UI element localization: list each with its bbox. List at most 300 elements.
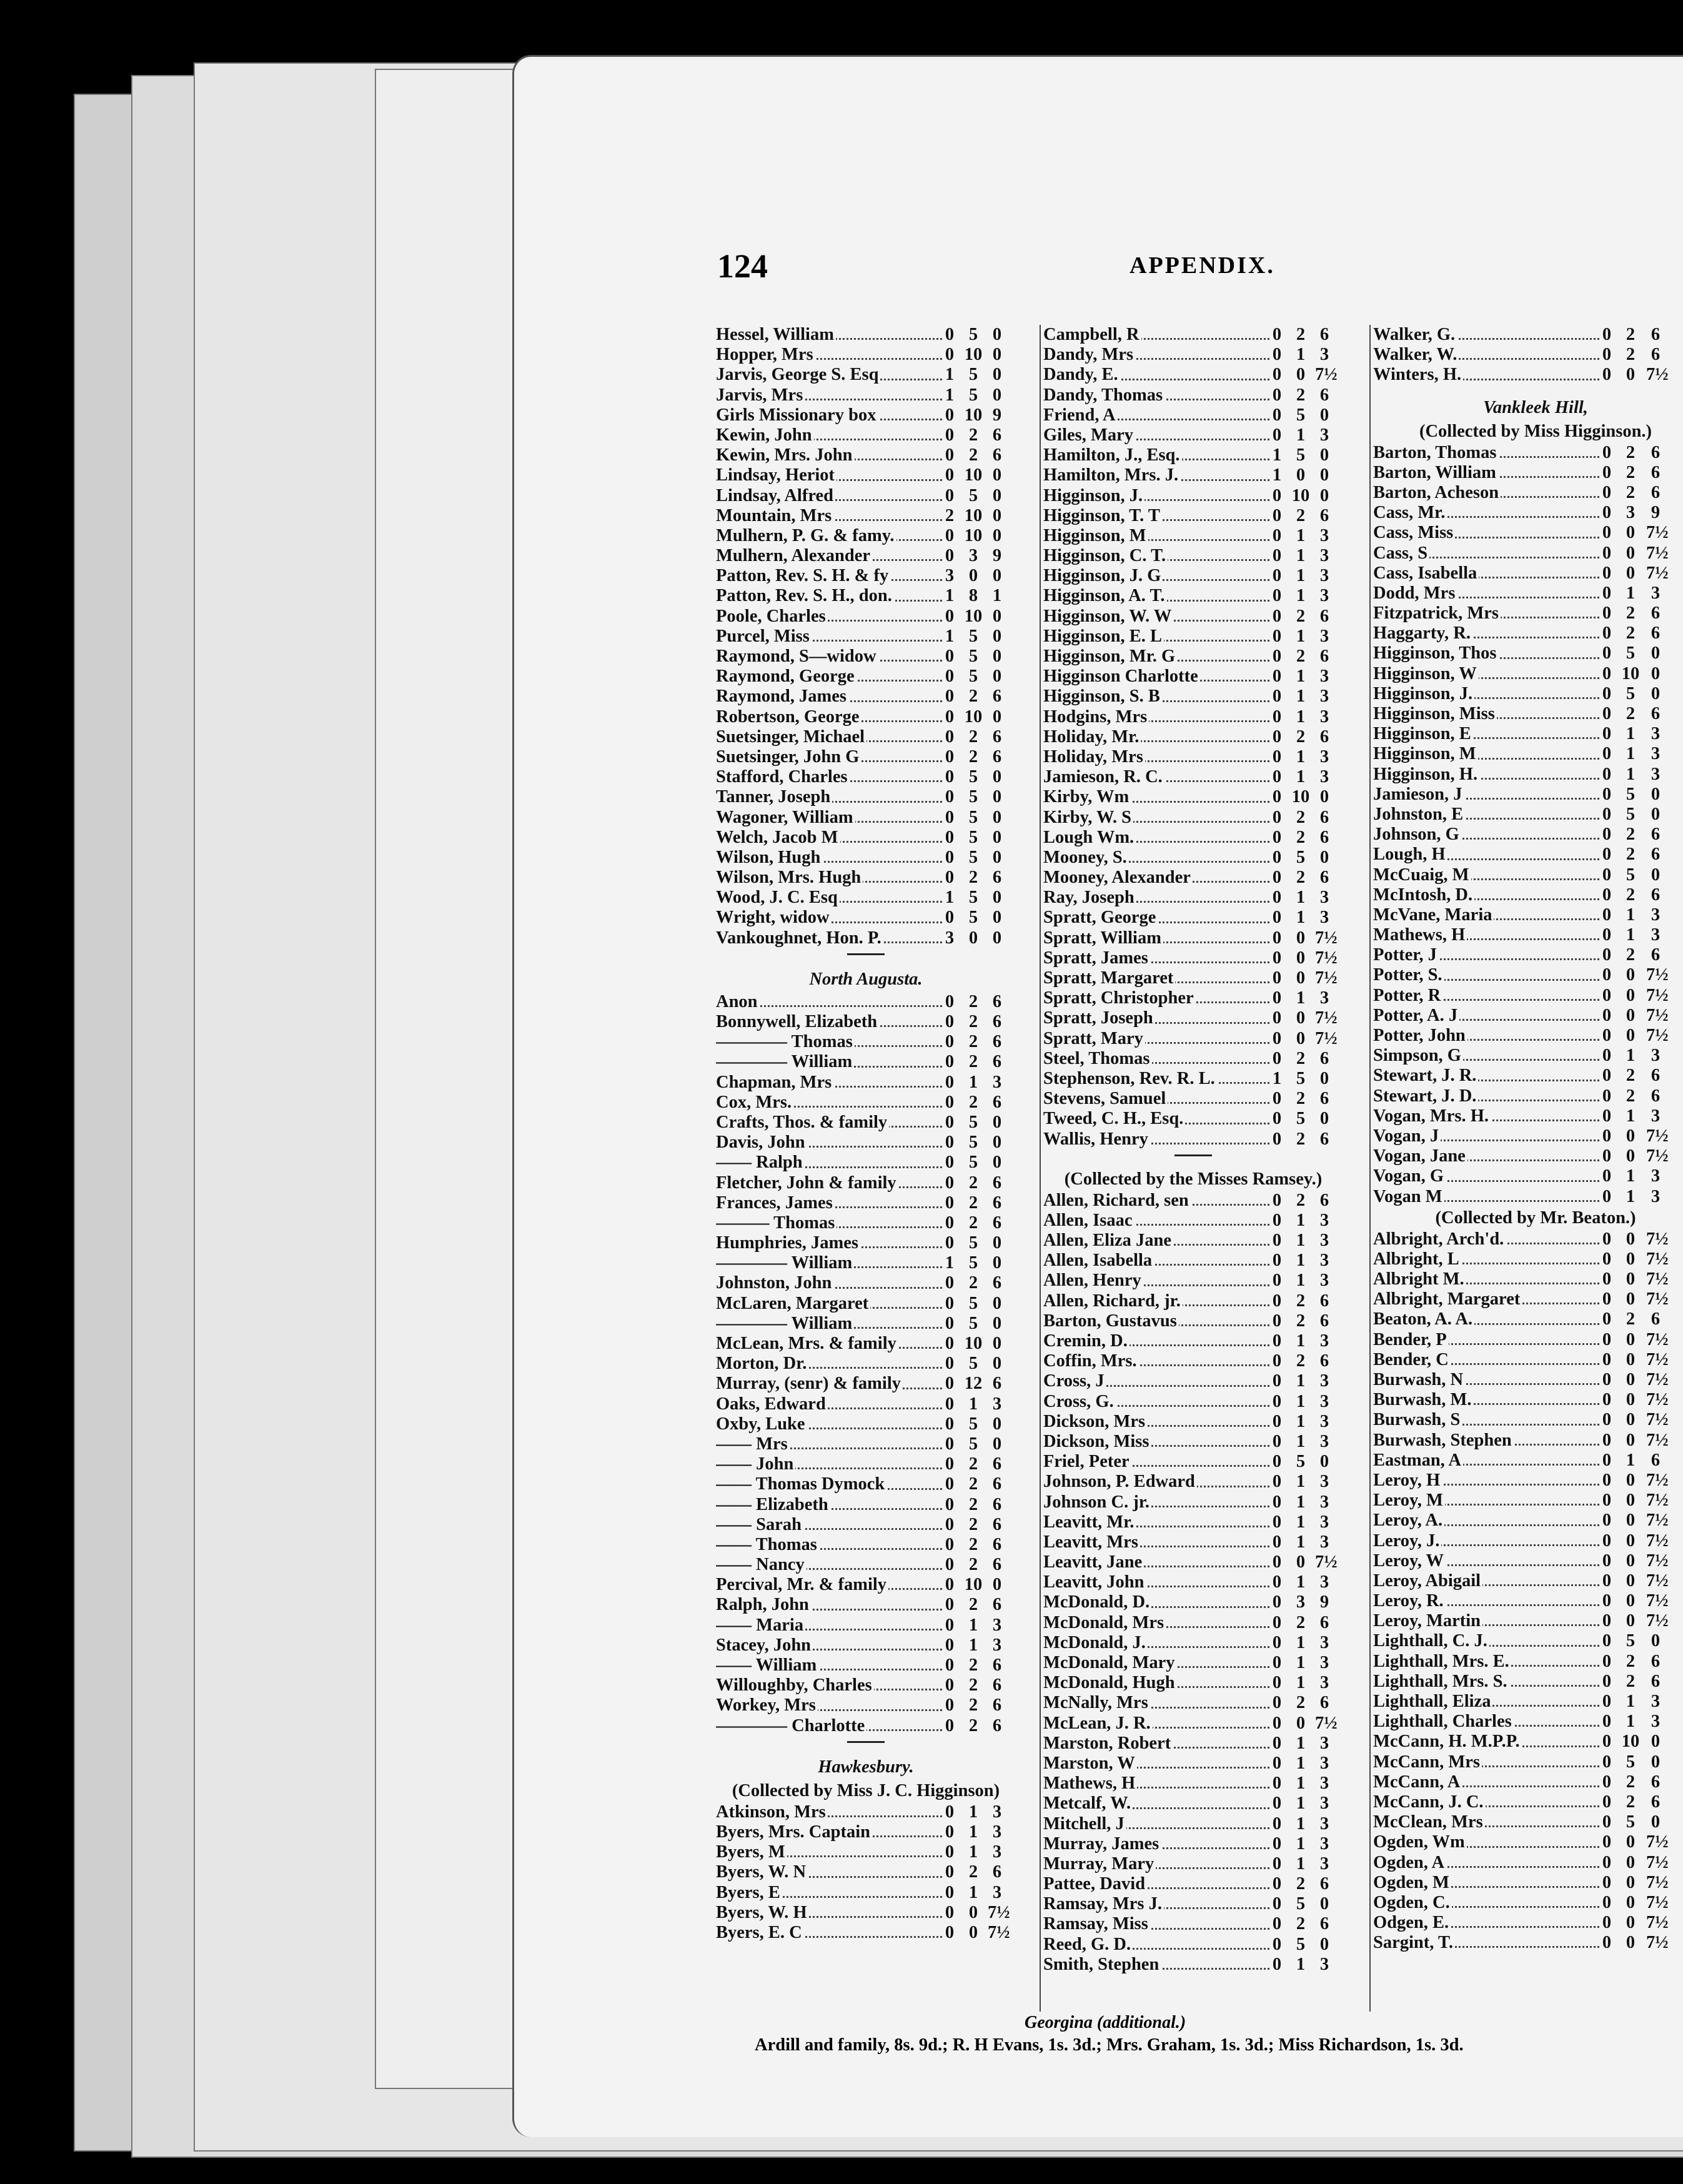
pence-value: 6 bbox=[1651, 603, 1661, 623]
pounds-value: 0 bbox=[1602, 365, 1612, 385]
subscriber-name: Dickson, Miss bbox=[1043, 1432, 1269, 1452]
pounds-value: 0 bbox=[1602, 724, 1612, 744]
pence-value: 6 bbox=[992, 747, 1002, 767]
subscriber-row bbox=[1373, 463, 1683, 483]
pounds-value: 0 bbox=[1272, 1693, 1282, 1713]
subscriber-row bbox=[1043, 607, 1343, 627]
pounds-value: 0 bbox=[945, 827, 955, 847]
pounds-value: 0 bbox=[1602, 925, 1612, 945]
shillings-value: 5 bbox=[968, 1354, 978, 1374]
shillings-value: 5 bbox=[1626, 643, 1636, 663]
pounds-value: 0 bbox=[1602, 744, 1612, 764]
pounds-value: 0 bbox=[1272, 1874, 1282, 1894]
pence-value: 6 bbox=[1651, 1792, 1661, 1812]
pence-value: 3 bbox=[1319, 1210, 1329, 1230]
subscriber-row bbox=[1043, 385, 1343, 405]
pounds-value: 0 bbox=[1272, 1492, 1282, 1512]
pounds-value: 1 bbox=[945, 365, 955, 385]
subscriber-row bbox=[1043, 445, 1343, 465]
shillings-value: 5 bbox=[968, 1434, 978, 1454]
shillings-value: 10 bbox=[1621, 663, 1640, 683]
subscriber-row bbox=[1373, 1249, 1683, 1269]
divider-rule bbox=[847, 953, 885, 955]
subscriber-row bbox=[716, 1575, 1016, 1595]
subscriber-row bbox=[716, 992, 1016, 1012]
pounds-value: 0 bbox=[1602, 1692, 1612, 1711]
subscriber-row bbox=[1373, 1732, 1683, 1752]
pence-value: 3 bbox=[1319, 1331, 1329, 1351]
shillings-value: 0 bbox=[1626, 1126, 1636, 1146]
shillings-value: 1 bbox=[1296, 988, 1306, 1008]
pence-value: 7½ bbox=[1646, 1511, 1669, 1531]
pounds-value: 0 bbox=[1272, 566, 1282, 586]
pounds-value: 0 bbox=[1272, 647, 1282, 666]
shillings-value: 1 bbox=[1296, 667, 1306, 687]
subscription-column-2 bbox=[1043, 325, 1343, 1975]
subscriber-name: Mathews, H bbox=[1373, 925, 1599, 945]
subscriber-name: Stevens, Samuel bbox=[1043, 1089, 1269, 1109]
subscriber-row bbox=[1043, 1472, 1343, 1492]
pence-value: 7½ bbox=[1646, 1370, 1669, 1389]
subscriber-name: Lighthall, Mrs. S. bbox=[1373, 1672, 1599, 1692]
shillings-value: 2 bbox=[1296, 1874, 1306, 1894]
shillings-value: 2 bbox=[1626, 325, 1636, 344]
pounds-value: 0 bbox=[1602, 1309, 1612, 1329]
subscriber-row bbox=[1043, 848, 1343, 868]
subscriber-name: Wagoner, William bbox=[716, 808, 942, 828]
pence-value: 7½ bbox=[1646, 1470, 1669, 1490]
subscriber-name: McLean, Mrs. & family bbox=[716, 1334, 942, 1354]
shillings-value: 5 bbox=[968, 1414, 978, 1434]
pence-value: 0 bbox=[992, 928, 1002, 948]
pounds-value: 0 bbox=[1602, 1269, 1612, 1289]
subscriber-name: Potter, J bbox=[1373, 945, 1599, 965]
shillings-value: 2 bbox=[968, 1012, 978, 1031]
shillings-value: 10 bbox=[1621, 1732, 1640, 1752]
subscriber-name: Johnson, P. Edward bbox=[1043, 1472, 1269, 1492]
shillings-value: 5 bbox=[968, 485, 978, 505]
pounds-value: 0 bbox=[1272, 928, 1282, 948]
shillings-value: 2 bbox=[1296, 1190, 1306, 1210]
pounds-value: 0 bbox=[1272, 1048, 1282, 1068]
subscriber-row bbox=[1373, 684, 1683, 704]
pounds-value: 0 bbox=[945, 1902, 955, 1922]
shillings-value: 3 bbox=[1296, 1592, 1306, 1612]
subscriber-name: Potter, S. bbox=[1373, 965, 1599, 985]
pounds-value: 0 bbox=[1602, 1531, 1612, 1551]
shillings-value: 0 bbox=[1296, 1028, 1306, 1048]
subscriber-name: Frances, James bbox=[716, 1193, 942, 1213]
pence-value: 3 bbox=[1319, 1391, 1329, 1411]
subscriber-row bbox=[1373, 1229, 1683, 1249]
pence-value: 6 bbox=[992, 1052, 1002, 1072]
pounds-value: 0 bbox=[1272, 1311, 1282, 1331]
subscriber-row bbox=[716, 526, 1016, 546]
pence-value: 7½ bbox=[1646, 1329, 1669, 1349]
subscriber-name: McDonald, J. bbox=[1043, 1633, 1269, 1653]
pounds-value: 0 bbox=[1272, 1713, 1282, 1733]
pence-value: 7½ bbox=[1646, 1892, 1669, 1912]
subscriber-row bbox=[1373, 805, 1683, 825]
shillings-value: 2 bbox=[968, 445, 978, 465]
subscriber-row bbox=[716, 1434, 1016, 1454]
shillings-value: 2 bbox=[1626, 1651, 1636, 1671]
subscriber-name: Dandy, Mrs bbox=[1043, 345, 1269, 365]
shillings-value: 5 bbox=[968, 1233, 978, 1253]
shillings-value: 5 bbox=[1296, 1068, 1306, 1088]
subscriber-row bbox=[1373, 483, 1683, 503]
section-divider bbox=[716, 1741, 1016, 1755]
subscriber-name: Leroy, J. bbox=[1373, 1531, 1599, 1551]
shillings-value: 2 bbox=[968, 868, 978, 888]
subscriber-name: Sargint, T. bbox=[1373, 1933, 1599, 1953]
subscriber-name: Byers, W. N bbox=[716, 1862, 942, 1882]
pence-value: 6 bbox=[1319, 1048, 1329, 1068]
pence-value: 6 bbox=[992, 1514, 1002, 1534]
pence-value: 0 bbox=[992, 1313, 1002, 1333]
pence-value: 0 bbox=[1651, 1732, 1661, 1752]
shillings-value: 1 bbox=[1296, 586, 1306, 606]
subscriber-name: Leroy, M bbox=[1373, 1491, 1599, 1511]
pence-value: 7½ bbox=[1646, 1349, 1669, 1369]
pence-value: 3 bbox=[1319, 1411, 1329, 1431]
subscriber-row bbox=[1373, 1692, 1683, 1712]
subscriber-row bbox=[716, 566, 1016, 586]
pence-value: 6 bbox=[1319, 1291, 1329, 1311]
pounds-value: 0 bbox=[1272, 325, 1282, 344]
pence-value: 6 bbox=[1651, 945, 1661, 965]
pounds-value: 0 bbox=[1272, 707, 1282, 727]
pence-value: 3 bbox=[1319, 1774, 1329, 1794]
shillings-value: 2 bbox=[1296, 868, 1306, 888]
subscriber-name: Haggarty, R. bbox=[1373, 623, 1599, 643]
pounds-value: 1 bbox=[945, 385, 955, 405]
pounds-value: 0 bbox=[1272, 667, 1282, 687]
subscriber-row bbox=[716, 385, 1016, 405]
shillings-value: 1 bbox=[1296, 908, 1306, 928]
subscriber-row bbox=[1373, 643, 1683, 663]
pence-value: 7½ bbox=[988, 1902, 1010, 1922]
shillings-value: 2 bbox=[968, 1052, 978, 1072]
subscriber-name: Leavitt, Jane bbox=[1043, 1552, 1269, 1572]
shillings-value: 2 bbox=[968, 1494, 978, 1514]
pounds-value: 0 bbox=[1272, 1794, 1282, 1814]
pounds-value: 0 bbox=[945, 868, 955, 888]
subscriber-name: Ramsay, Mrs J. bbox=[1043, 1894, 1269, 1914]
shillings-value: 2 bbox=[1626, 704, 1636, 723]
subscriber-row bbox=[1043, 1653, 1343, 1673]
subscriber-row bbox=[716, 1113, 1016, 1133]
subscriber-name: Johnson C. jr. bbox=[1043, 1492, 1269, 1512]
subscriber-row bbox=[1373, 765, 1683, 785]
subscriber-row bbox=[1043, 425, 1343, 445]
subscriber-row bbox=[716, 848, 1016, 868]
shillings-value: 2 bbox=[1296, 827, 1306, 847]
subscriber-row bbox=[1373, 1712, 1683, 1732]
pounds-value: 0 bbox=[945, 1193, 955, 1213]
subscriber-name: Burwash, S bbox=[1373, 1410, 1599, 1430]
pounds-value: 0 bbox=[945, 1655, 955, 1675]
subscriber-row bbox=[1043, 1069, 1343, 1089]
shillings-value: 0 bbox=[1626, 1892, 1636, 1912]
shillings-value: 1 bbox=[1296, 1673, 1306, 1693]
shillings-value: 10 bbox=[964, 606, 983, 626]
subscriber-name: Vogan, G bbox=[1373, 1166, 1599, 1186]
pounds-value: 0 bbox=[1272, 1552, 1282, 1572]
pence-value: 7½ bbox=[1646, 1591, 1669, 1611]
pounds-value: 0 bbox=[945, 1032, 955, 1052]
shillings-value: 3 bbox=[1626, 503, 1636, 523]
pounds-value: 0 bbox=[1272, 888, 1282, 908]
subscriber-name: Allen, Richard, jr. bbox=[1043, 1291, 1269, 1311]
pence-value: 6 bbox=[1651, 1309, 1661, 1329]
shillings-value: 5 bbox=[968, 1133, 978, 1153]
pounds-value: 0 bbox=[1602, 804, 1612, 824]
pounds-value: 0 bbox=[1272, 988, 1282, 1008]
subscriber-row bbox=[1043, 948, 1343, 968]
subscriber-row bbox=[1373, 1792, 1683, 1812]
shillings-value: 2 bbox=[1626, 1066, 1636, 1086]
pounds-value: 0 bbox=[1272, 827, 1282, 847]
pence-value: 0 bbox=[1651, 643, 1661, 663]
shillings-value: 0 bbox=[1626, 1026, 1636, 1045]
pounds-value: 0 bbox=[1602, 1289, 1612, 1309]
pounds-value: 0 bbox=[1602, 523, 1612, 543]
subscriber-row bbox=[716, 1802, 1016, 1822]
subscriber-row bbox=[1373, 1390, 1683, 1410]
pence-value: 7½ bbox=[1315, 1713, 1338, 1733]
column-divider bbox=[1369, 325, 1371, 2012]
pence-value: 6 bbox=[992, 425, 1002, 445]
shillings-value: 1 bbox=[1296, 1632, 1306, 1652]
shillings-value: 5 bbox=[968, 787, 978, 807]
pounds-value: 0 bbox=[1272, 1954, 1282, 1974]
shillings-value: 5 bbox=[968, 1112, 978, 1132]
subscriber-name: Potter, R bbox=[1373, 986, 1599, 1006]
pence-value: 3 bbox=[1319, 1854, 1329, 1874]
shillings-value: 1 bbox=[1296, 525, 1306, 545]
shillings-value: 1 bbox=[1296, 1733, 1306, 1753]
subscriber-row bbox=[1373, 1471, 1683, 1491]
pounds-value: 1 bbox=[1272, 465, 1282, 485]
subscriber-name: Hopper, Mrs bbox=[716, 345, 942, 365]
pence-value: 6 bbox=[1651, 845, 1661, 865]
subscriber-name: McIntosh, D. bbox=[1373, 885, 1599, 905]
subscriber-name: Allen, Henry bbox=[1043, 1271, 1269, 1291]
subscriber-name: Higginson, C. T. bbox=[1043, 546, 1269, 566]
pounds-value: 0 bbox=[1272, 1854, 1282, 1874]
pounds-value: 0 bbox=[945, 445, 955, 465]
subscriber-row bbox=[716, 828, 1016, 848]
shillings-value: 2 bbox=[968, 1213, 978, 1233]
subscriber-row bbox=[1043, 687, 1343, 707]
collector-note: (Collected by Miss Higginson.) bbox=[1419, 421, 1652, 441]
pounds-value: 0 bbox=[945, 1112, 955, 1132]
shillings-value: 10 bbox=[964, 405, 983, 425]
shillings-value: 2 bbox=[968, 1715, 978, 1735]
shillings-value: 2 bbox=[1626, 1772, 1636, 1792]
subscriber-name: Walker, G. bbox=[1373, 325, 1599, 345]
shillings-value: 10 bbox=[1291, 485, 1310, 505]
shillings-value: 0 bbox=[1626, 1470, 1636, 1490]
pounds-value: 0 bbox=[1272, 948, 1282, 968]
subscriber-row bbox=[1043, 465, 1343, 485]
page-header bbox=[717, 247, 1683, 290]
subscriber-name: Leroy, R. bbox=[1373, 1591, 1599, 1611]
shillings-value: 0 bbox=[1296, 968, 1306, 988]
shillings-value: 1 bbox=[1296, 1472, 1306, 1492]
subscriber-name: Stafford, Charles bbox=[716, 767, 942, 787]
pence-value: 6 bbox=[992, 1555, 1002, 1575]
pence-value: 0 bbox=[1651, 1631, 1661, 1651]
subscriber-row bbox=[1043, 1089, 1343, 1109]
subscriber-name: Robertson, George bbox=[716, 707, 942, 727]
subscriber-name: Mooney, S. bbox=[1043, 848, 1269, 868]
shillings-value: 5 bbox=[1626, 784, 1636, 804]
subscriber-row bbox=[1043, 968, 1343, 988]
collector-note: (Collected by Mr. Beaton.) bbox=[1435, 1208, 1636, 1228]
subscriber-name: Burwash, N bbox=[1373, 1370, 1599, 1390]
subscriber-row bbox=[1373, 925, 1683, 945]
subscriber-name: Stewart, J. R. bbox=[1373, 1066, 1599, 1086]
pounds-value: 0 bbox=[1602, 1913, 1612, 1933]
subscriber-name: Bonnywell, Elizabeth bbox=[716, 1012, 942, 1032]
subscriber-row bbox=[1373, 1309, 1683, 1329]
shillings-value: 10 bbox=[1291, 787, 1310, 807]
subscriber-name: Vogan M bbox=[1373, 1187, 1599, 1207]
pence-value: 7½ bbox=[1646, 1430, 1669, 1450]
subscriber-row bbox=[1043, 526, 1343, 546]
pence-value: 6 bbox=[992, 1374, 1002, 1394]
subscriber-name: —— Thomas bbox=[716, 1535, 942, 1555]
pounds-value: 0 bbox=[945, 908, 955, 928]
pounds-value: 0 bbox=[945, 1822, 955, 1842]
pounds-value: 0 bbox=[945, 425, 955, 445]
pounds-value: 0 bbox=[1602, 563, 1612, 583]
pounds-value: 0 bbox=[1272, 1452, 1282, 1472]
subscriber-row bbox=[1373, 1853, 1683, 1873]
subscriber-row bbox=[1373, 1431, 1683, 1451]
pounds-value: 0 bbox=[945, 1173, 955, 1193]
subscriber-name: Humphries, James bbox=[716, 1233, 942, 1253]
shillings-value: 1 bbox=[1626, 1712, 1636, 1732]
subscriber-name: Holiday, Mr. bbox=[1043, 727, 1269, 747]
shillings-value: 0 bbox=[1626, 1430, 1636, 1450]
pounds-value: 0 bbox=[1602, 345, 1612, 365]
shillings-value: 0 bbox=[1626, 1289, 1636, 1309]
pence-value: 6 bbox=[992, 445, 1002, 465]
pence-value: 3 bbox=[1319, 1572, 1329, 1592]
pounds-value: 1 bbox=[945, 586, 955, 606]
pence-value: 7½ bbox=[1646, 1410, 1669, 1430]
pence-value: 7½ bbox=[1315, 1008, 1338, 1028]
pence-value: 0 bbox=[1651, 663, 1661, 683]
pounds-value: 0 bbox=[1272, 1834, 1282, 1854]
subscriber-name: ———— William bbox=[716, 1052, 942, 1072]
subscriber-name: Barton, William bbox=[1373, 463, 1599, 483]
shillings-value: 1 bbox=[968, 1802, 978, 1822]
shillings-value: 1 bbox=[968, 1882, 978, 1902]
pounds-value: 0 bbox=[1602, 325, 1612, 344]
divider-rule bbox=[1174, 1154, 1212, 1156]
subscriber-row bbox=[716, 405, 1016, 425]
shillings-value: 2 bbox=[968, 687, 978, 707]
pence-value: 7½ bbox=[1646, 985, 1669, 1005]
pence-value: 6 bbox=[1319, 647, 1329, 666]
subscriber-row bbox=[716, 908, 1016, 928]
subscriber-row bbox=[716, 1883, 1016, 1903]
subscriber-name: Burwash, Stephen bbox=[1373, 1431, 1599, 1451]
subscriber-row bbox=[1043, 1874, 1343, 1894]
pence-value: 6 bbox=[1319, 868, 1329, 888]
subscriber-row bbox=[1043, 808, 1343, 828]
pounds-value: 2 bbox=[945, 505, 955, 525]
pence-value: 0 bbox=[1651, 804, 1661, 824]
pence-value: 0 bbox=[992, 1253, 1002, 1273]
subscriber-name: Stewart, J. D. bbox=[1373, 1086, 1599, 1106]
subscriber-name: Hodgins, Mrs bbox=[1043, 707, 1269, 727]
shillings-value: 1 bbox=[1296, 1251, 1306, 1271]
pounds-value: 0 bbox=[1602, 1752, 1612, 1772]
subscriber-row bbox=[1043, 727, 1343, 747]
shillings-value: 2 bbox=[968, 1675, 978, 1695]
subscriber-row bbox=[716, 345, 1016, 365]
subscriber-name: Higginson, J. G bbox=[1043, 566, 1269, 586]
pounds-value: 0 bbox=[1602, 1671, 1612, 1691]
pounds-value: 0 bbox=[945, 1012, 955, 1031]
subscriber-name: Winters, H. bbox=[1373, 365, 1599, 385]
shillings-value: 2 bbox=[1626, 1671, 1636, 1691]
shillings-value: 1 bbox=[1626, 744, 1636, 764]
pounds-value: 0 bbox=[1272, 1190, 1282, 1210]
subscriber-row bbox=[1043, 1512, 1343, 1532]
pence-value: 7½ bbox=[1646, 965, 1669, 985]
pounds-value: 0 bbox=[1272, 787, 1282, 807]
pounds-value: 0 bbox=[945, 1374, 955, 1394]
subscriber-name: Lighthall, Mrs. E. bbox=[1373, 1652, 1599, 1672]
pence-value: 7½ bbox=[1646, 1551, 1669, 1571]
pence-value: 7½ bbox=[1646, 1852, 1669, 1872]
shillings-value: 2 bbox=[1626, 1086, 1636, 1106]
shillings-value: 0 bbox=[1626, 1511, 1636, 1531]
subscriber-row bbox=[1373, 825, 1683, 845]
shillings-value: 2 bbox=[1296, 1914, 1306, 1934]
subscriber-name: Dandy, Thomas bbox=[1043, 385, 1269, 405]
shillings-value: 2 bbox=[968, 1032, 978, 1052]
pence-value: 3 bbox=[1651, 925, 1661, 945]
pence-value: 6 bbox=[1319, 606, 1329, 626]
subscriber-row bbox=[1373, 986, 1683, 1006]
pounds-value: 0 bbox=[1272, 1089, 1282, 1109]
subscriber-row bbox=[1373, 1187, 1683, 1207]
shillings-value: 2 bbox=[1626, 1792, 1636, 1812]
subscriber-name: Beaton, A. A. bbox=[1373, 1309, 1599, 1329]
subscriber-name: Bender, P bbox=[1373, 1330, 1599, 1350]
shillings-value: 2 bbox=[1626, 1309, 1636, 1329]
shillings-value: 1 bbox=[1296, 425, 1306, 445]
pounds-value: 0 bbox=[1602, 442, 1612, 462]
pounds-value: 0 bbox=[945, 687, 955, 707]
subscriber-name: Walker, W. bbox=[1373, 345, 1599, 365]
pence-value: 0 bbox=[992, 847, 1002, 867]
pence-value: 6 bbox=[992, 1595, 1002, 1615]
subscriber-row bbox=[716, 486, 1016, 506]
pounds-value: 0 bbox=[945, 1092, 955, 1112]
pence-value: 3 bbox=[1651, 905, 1661, 925]
shillings-value: 0 bbox=[1626, 365, 1636, 385]
pounds-value: 0 bbox=[1272, 1632, 1282, 1652]
subscriber-row bbox=[1043, 1552, 1343, 1572]
